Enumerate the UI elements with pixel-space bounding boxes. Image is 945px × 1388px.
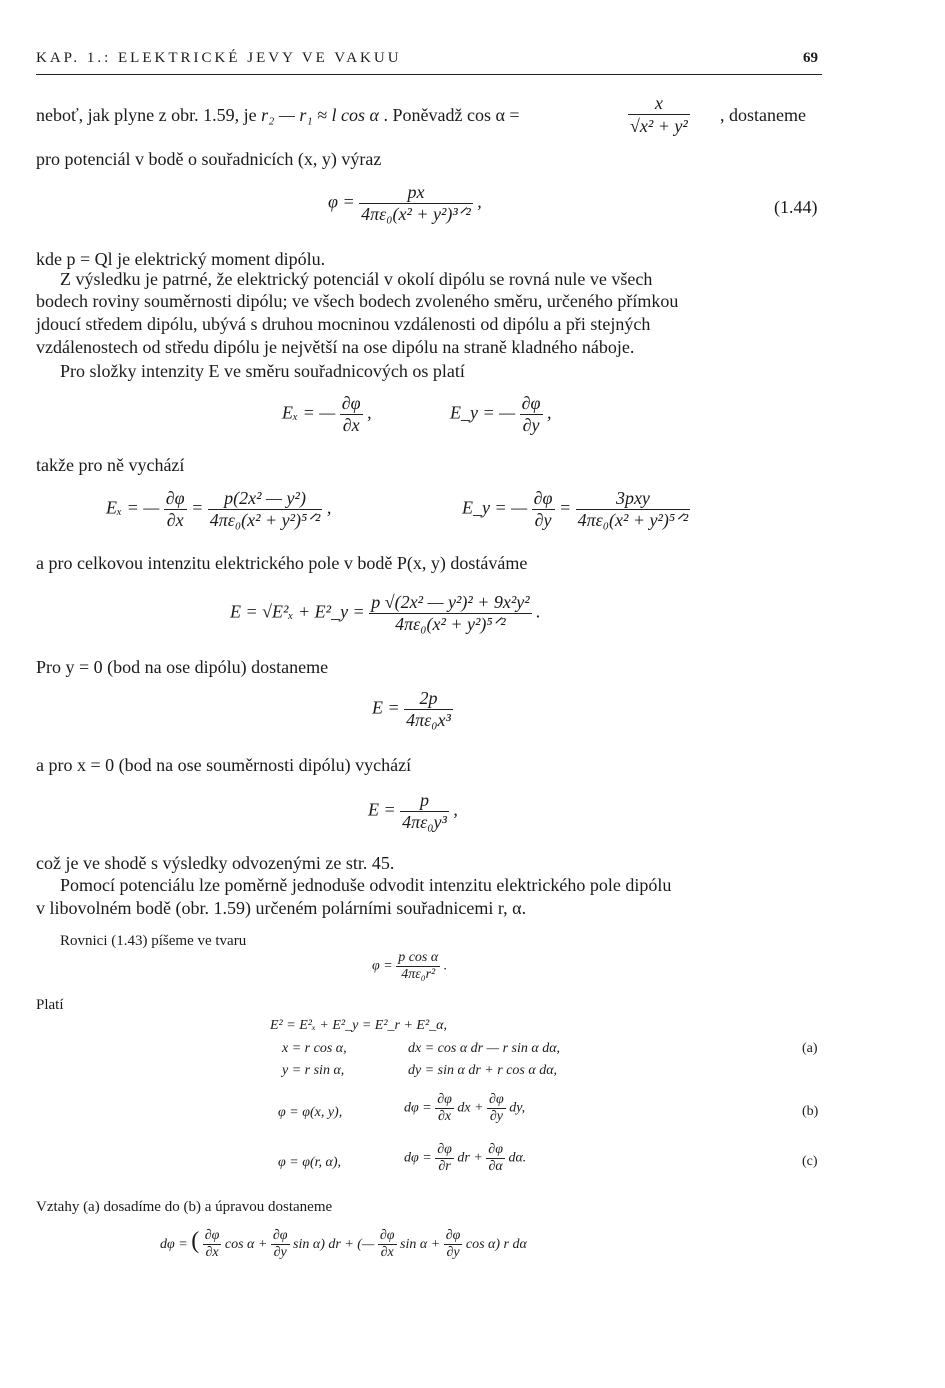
fraction-denominator: ∂x (380, 1245, 394, 1261)
punctuation: , (453, 799, 458, 820)
cos-fraction (628, 92, 690, 137)
punctuation: , (326, 497, 332, 518)
paragraph-line: vzdálenostech od středu dipólu je největší na ose dipólu na straně kladného náboje. (36, 337, 635, 357)
fraction-denominator: ∂α (488, 1159, 503, 1174)
system-line-1: E² = E²ₓ + E²_y = E²_r + E²_α, (270, 1018, 448, 1033)
final-equation (160, 1228, 527, 1261)
punctuation: , (477, 191, 482, 212)
text-line-5: takže pro ně vychází (36, 455, 185, 475)
fraction-numerator: ∂φ (521, 393, 541, 413)
page-number: 69 (803, 50, 818, 66)
fraction-numerator: ∂φ (437, 1142, 452, 1157)
fraction-numerator: x (628, 92, 690, 115)
text-line-9: což je ve shodě s výsledky odvozenými ze str. 45. (36, 853, 395, 873)
header-rule (36, 74, 822, 75)
fraction-denominator: 4πε₀(x² + y²)³ᐟ² (361, 204, 471, 224)
system-line-4a: φ = φ(x, y), (278, 1105, 343, 1120)
system-line-2a: x = r cos α, (282, 1041, 347, 1056)
fraction-denominator: ∂r (438, 1159, 451, 1174)
fraction-numerator: 3pxy (576, 488, 691, 510)
fraction-numerator: ∂φ (533, 488, 553, 508)
text-segment: . Poněvadž cos α = (379, 105, 520, 125)
system-line-5a: φ = φ(r, α), (278, 1155, 342, 1170)
fraction-denominator: ∂x (342, 415, 360, 435)
equation-tag: (a) (802, 1041, 818, 1056)
fraction-denominator: ∂y (534, 510, 552, 530)
fraction-numerator: ∂φ (204, 1228, 220, 1244)
equation-lhs: E_y = — (462, 497, 528, 518)
fraction-denominator: 4πε₀(x² + y²)⁵ᐟ² (209, 510, 321, 530)
equation-term: cos α + (224, 1237, 268, 1252)
equation-e-axis (372, 688, 453, 731)
equation-ey-full: E_y = — $\frac{\partial\varphi}{\partial y}$ = $\frac{\text{3pxy}}{\text{4πε₀(x² + y²)⁵ᐟ²}}$ (462, 488, 689, 530)
small-text-line: Rovnici (1.43) píšeme ve tvaru (60, 933, 247, 949)
text-line-2: pro potenciál v bodě o souřadnicích (x, y) výraz (36, 149, 382, 169)
inline-equation: r₂ — r₁ ≈ l cos α (261, 105, 379, 125)
system-line-3a: y = r sin α, (282, 1063, 345, 1078)
fraction-numerator: ∂φ (445, 1228, 461, 1244)
equation-term: dy, (509, 1100, 526, 1116)
text-line-1 (36, 104, 520, 126)
running-header: KAP. 1.: ELEKTRICKÉ JEVY VE VAKUU (36, 50, 402, 66)
paragraph-line: Z výsledku je patrné, že elektrický potenciál v okolí dipólu se rovná nule ve všech (60, 269, 653, 289)
fraction-numerator: p(2x² — y²) (208, 488, 323, 510)
equation-e-symmetry (368, 790, 458, 833)
equation-term: cos α) r dα (465, 1237, 527, 1252)
equation-ex-full: Eₓ = — $\frac{\partial\varphi}{\partial x}$ = $\frac{\text{p(2x² — y²)}}{\text{4πε₀(x² + y²)⁵ᐟ²}}$ , (106, 488, 332, 530)
fraction-numerator: 2p (404, 688, 453, 710)
fraction-denominator: 4πε₀x³ (406, 710, 451, 730)
fraction-denominator: ∂y (446, 1245, 460, 1261)
equation-ey-partial (450, 393, 552, 436)
text-segment: , dostaneme (720, 105, 806, 125)
fraction-denominator: 4πε₀y³ (402, 812, 447, 832)
system-line-4 (404, 1092, 525, 1125)
fraction-numerator: p cos α (398, 950, 439, 965)
equation-term: dx + (457, 1100, 484, 1116)
equation-tag: (b) (802, 1104, 819, 1119)
text-segment: neboť, jak plyne z obr. 1.59, je (36, 105, 262, 125)
equation-term: sin α + (400, 1237, 441, 1252)
fraction-denominator: 4πε₀(x² + y²)⁵ᐟ² (395, 614, 506, 634)
fraction-numerator: p √(2x² — y²)² + 9x²y² (371, 592, 530, 612)
equation-lhs: E = (372, 697, 400, 718)
fraction-denominator: ∂y (273, 1245, 287, 1261)
punctuation: . (443, 958, 448, 974)
equation-term: sin α) dr + (— (293, 1237, 375, 1252)
fraction-denominator: ∂y (522, 415, 540, 435)
equation-phi-polar (372, 950, 447, 983)
text-line-7: Pro y = 0 (bod na ose dipólu) dostaneme (36, 657, 329, 677)
fraction-numerator: ∂φ (489, 1092, 504, 1107)
fraction-denominator: ∂x (205, 1245, 219, 1261)
system-line-3b: dy = sin α dr + r cos α dα, (408, 1063, 558, 1078)
fraction-denominator: 4πε₀(x² + y²)⁵ᐟ² (577, 510, 689, 530)
paragraph-line: Pro složky intenzity E ve směru souřadnicových os platí (60, 361, 465, 381)
text-line-6: a pro celkovou intenzitu elektrického pole v bodě P(x, y) dostáváme (36, 553, 528, 573)
equation-term: dα. (508, 1150, 527, 1166)
fraction-numerator: px (359, 182, 473, 204)
equation-lhs: dφ = (404, 1150, 432, 1166)
fraction-denominator: ∂x (166, 510, 184, 530)
text-line-8: a pro x = 0 (bod na ose souměrnosti dipólu) vychází (36, 755, 412, 775)
fraction-denominator: 4πε₀r² (401, 967, 436, 982)
equation-lhs: φ = (328, 191, 355, 212)
system-line-5 (404, 1142, 526, 1175)
fraction-denominator: ∂y (489, 1109, 503, 1124)
paragraph-line: jdoucí středem dipólu, ubývá s druhou mocninou vzdálenosti od dipólu a při stejných (36, 314, 651, 334)
fraction-numerator: ∂φ (165, 488, 185, 508)
equation-ex-partial (282, 393, 372, 436)
punctuation: . (536, 601, 541, 622)
system-line-2b: dx = cos α dr — r sin α dα, (408, 1041, 561, 1056)
equation-term: dr + (457, 1150, 483, 1166)
fraction-numerator: ∂φ (488, 1142, 503, 1157)
equation-lhs: Eₓ = — (282, 402, 336, 423)
equation-lhs: E_y = — (450, 402, 516, 423)
equation-lhs: E = (368, 799, 396, 820)
equation-e-magnitude (230, 592, 541, 635)
punctuation: , (547, 402, 552, 423)
paren: ( (191, 1228, 200, 1254)
paragraph-line: Pomocí potenciálu lze poměrně jednoduše odvodit intenzitu elektrického pole dipólu (60, 875, 672, 895)
paragraph-line: v libovolném bodě (obr. 1.59) určeném polárními souřadnicemi r, α. (36, 898, 527, 918)
equation-tag: (1.44) (774, 197, 818, 217)
punctuation: , (367, 402, 372, 423)
text-line-3: kde p = Ql je elektrický moment dipólu. (36, 249, 326, 269)
fraction-numerator: ∂φ (379, 1228, 395, 1244)
equation-lhs: dφ = (160, 1237, 188, 1252)
fraction-numerator: ∂φ (437, 1092, 452, 1107)
equation-lhs: φ = (372, 958, 393, 974)
paragraph-line: bodech roviny souměrnosti dipólu; ve všech bodech zvoleného směru, určeného přímkou (36, 291, 679, 311)
equation-tag: (c) (802, 1154, 818, 1169)
equation-lhs: E = √E²ₓ + E²_y = (230, 601, 365, 622)
fraction-denominator: √x² + y² (630, 116, 688, 136)
fraction-numerator: ∂φ (341, 393, 361, 413)
fraction-denominator: ∂x (437, 1109, 452, 1124)
small-text-line: Platí (36, 997, 64, 1013)
small-text-line: Vztahy (a) dosadíme do (b) a úpravou dostaneme (36, 1199, 333, 1215)
equation-lhs: Eₓ = — (106, 497, 160, 518)
fraction-numerator: p (400, 790, 449, 812)
equation-lhs: dφ = (404, 1100, 432, 1116)
fraction-numerator: ∂φ (272, 1228, 288, 1244)
equation-1-44 (328, 182, 482, 225)
